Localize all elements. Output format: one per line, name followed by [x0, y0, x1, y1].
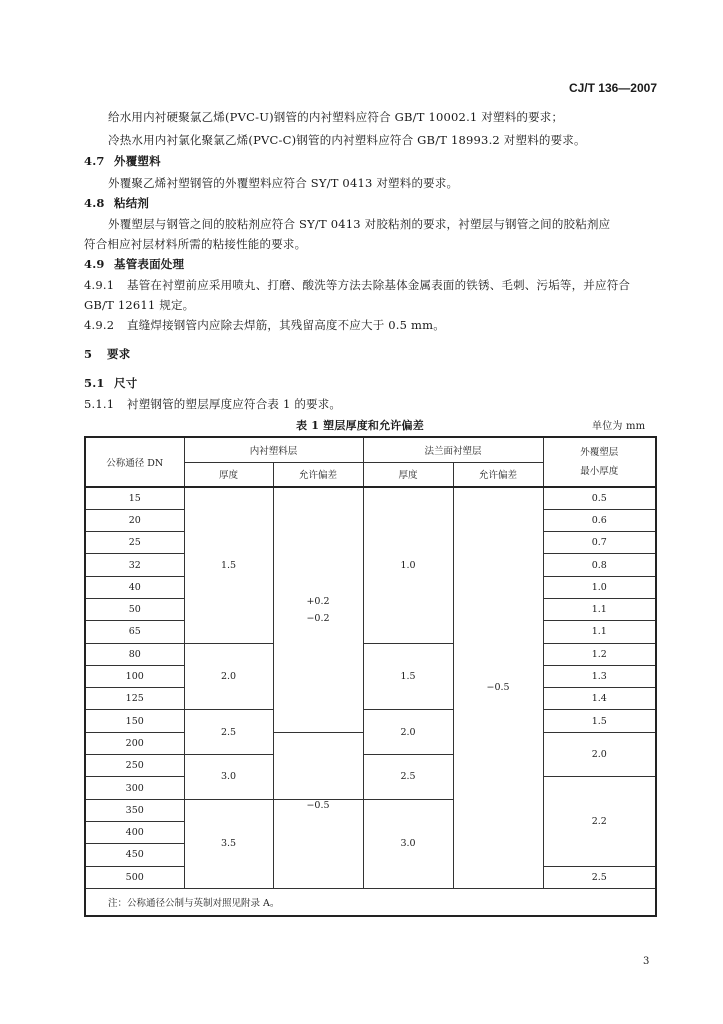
- dn-cell: 100: [85, 665, 184, 687]
- section-4-9-2-number: 4.9.2: [84, 318, 115, 332]
- page-number: 3: [643, 956, 650, 967]
- lining-thickness-cell: 2.0: [184, 643, 273, 710]
- paragraph-weld: 直缝焊接钢管内应除去焊筋，其残留高度不应大于 0.5 mm。: [127, 318, 445, 332]
- lining-thickness-cell: 3.0: [184, 755, 273, 800]
- paragraph-adhesive-line1: 外覆塑层与钢管之间的胶粘剂应符合 SY/T 0413 对胶粘剂的要求，衬塑层与钢管之间的胶粘剂应: [108, 217, 611, 231]
- paragraph-adhesive-line2: 符合相应衬层材料所需的粘接性能的要求。: [84, 237, 307, 251]
- dn-cell: 80: [85, 643, 184, 665]
- lining-tolerance-cell: [273, 487, 363, 732]
- table-caption: 表 1 塑层厚度和允许偏差: [296, 419, 424, 432]
- header-lining: 内衬塑料层: [184, 437, 363, 462]
- lining-thickness-cell: 2.5: [184, 710, 273, 755]
- outer-min-cell: 0.8: [543, 554, 656, 576]
- outer-min-cell: 2.2: [543, 777, 656, 866]
- header-lining-tolerance: 允许偏差: [273, 462, 363, 487]
- header-flange-thickness: 厚度: [363, 462, 453, 487]
- header-outer-subtitle: 最小厚度: [580, 466, 619, 477]
- dn-cell: 200: [85, 732, 184, 754]
- flange-thickness-cell: 1.5: [363, 643, 453, 710]
- dn-cell: 350: [85, 799, 184, 821]
- outer-min-cell: 0.7: [543, 532, 656, 554]
- header-outer-title: 外覆塑层: [580, 447, 619, 458]
- dn-cell: 65: [85, 621, 184, 643]
- header-flange-tolerance: 允许偏差: [453, 462, 543, 487]
- outer-min-cell: 1.0: [543, 576, 656, 598]
- paragraph-outer-plastic: 外覆聚乙烯衬塑钢管的外覆塑料应符合 SY/T 0413 对塑料的要求。: [108, 176, 459, 190]
- dn-cell: 40: [85, 576, 184, 598]
- lining-tolerance-large-cell: [273, 732, 363, 799]
- section-5-title: 要求: [107, 347, 131, 361]
- outer-min-cell: 1.3: [543, 665, 656, 687]
- flange-thickness-cell: 1.0: [363, 487, 453, 643]
- paragraph-surface-line1: 基管在衬塑前应采用喷丸、打磨、酸洗等方法去除基体金属表面的铁锈、毛刺、污垢等，并应符合: [127, 278, 631, 292]
- section-4-9-number: 4.9: [84, 257, 105, 271]
- dn-cell: 250: [85, 755, 184, 777]
- outer-min-cell: 2.0: [543, 732, 656, 777]
- header-dn: 公称通径 DN: [85, 437, 184, 487]
- dn-cell: 25: [85, 532, 184, 554]
- section-4-7-title: 外覆塑料: [114, 154, 161, 168]
- outer-min-cell: 0.6: [543, 509, 656, 531]
- section-5-1-title: 尺寸: [114, 376, 138, 390]
- section-4-8-number: 4.8: [84, 196, 105, 210]
- lining-thickness-cell: 3.5: [184, 799, 273, 888]
- header-flange: 法兰面衬塑层: [363, 437, 543, 462]
- flange-thickness-cell: 2.0: [363, 710, 453, 755]
- outer-min-cell: 1.4: [543, 688, 656, 710]
- outer-min-cell: 0.5: [543, 487, 656, 509]
- dn-cell: 50: [85, 598, 184, 620]
- table-note: 注：公称通径公制与英制对照见附录 A。: [85, 888, 656, 916]
- section-5-1-1-number: 5.1.1: [84, 397, 115, 411]
- lining-tolerance-large-value: −0.5: [273, 799, 363, 888]
- outer-min-cell: 1.2: [543, 643, 656, 665]
- outer-min-cell: 2.5: [543, 866, 656, 888]
- outer-min-cell: 1.1: [543, 621, 656, 643]
- flange-thickness-cell: 2.5: [363, 755, 453, 800]
- paragraph-pvc-u: 给水用内衬硬聚氯乙烯(PVC-U)钢管的内衬塑料应符合 GB/T 10002.1 对塑料的要求；: [108, 110, 564, 124]
- dn-cell: 300: [85, 777, 184, 799]
- flange-tolerance-cell: −0.5: [453, 487, 543, 888]
- paragraph-surface-line2: GB/T 12611 规定。: [84, 298, 195, 312]
- dn-cell: 150: [85, 710, 184, 732]
- outer-min-cell: 1.1: [543, 598, 656, 620]
- dn-cell: 15: [85, 487, 184, 509]
- section-5-number: 5: [84, 347, 93, 361]
- section-4-9-1-number: 4.9.1: [84, 278, 115, 292]
- table-unit: 单位为 mm: [592, 421, 646, 432]
- paragraph-table-ref: 衬塑钢管的塑层厚度应符合表 1 的要求。: [127, 397, 342, 411]
- dn-cell: 20: [85, 509, 184, 531]
- dn-cell: 500: [85, 866, 184, 888]
- section-5-1-number: 5.1: [84, 376, 105, 390]
- section-4-8-title: 粘结剂: [114, 196, 150, 210]
- lining-thickness-cell: 1.5: [184, 487, 273, 643]
- thickness-table: [84, 436, 657, 917]
- flange-thickness-cell: 3.0: [363, 799, 453, 888]
- section-4-7-number: 4.7: [84, 154, 105, 168]
- lining-tolerance-plus: +0.2: [306, 595, 330, 607]
- dn-cell: 125: [85, 688, 184, 710]
- section-4-9-title: 基管表面处理: [114, 257, 185, 271]
- header-outer: [543, 437, 656, 487]
- standard-code: CJ/T 136—2007: [568, 81, 657, 95]
- header-lining-thickness: 厚度: [184, 462, 273, 487]
- paragraph-pvc-c: 冷热水用内衬氯化聚氯乙烯(PVC-C)钢管的内衬塑料应符合 GB/T 18993.2 对塑料的要求。: [108, 133, 586, 147]
- dn-cell: 32: [85, 554, 184, 576]
- lining-tolerance-minus: −0.2: [306, 612, 330, 624]
- dn-cell: 450: [85, 844, 184, 866]
- outer-min-cell: 1.5: [543, 710, 656, 732]
- dn-cell: 400: [85, 821, 184, 843]
